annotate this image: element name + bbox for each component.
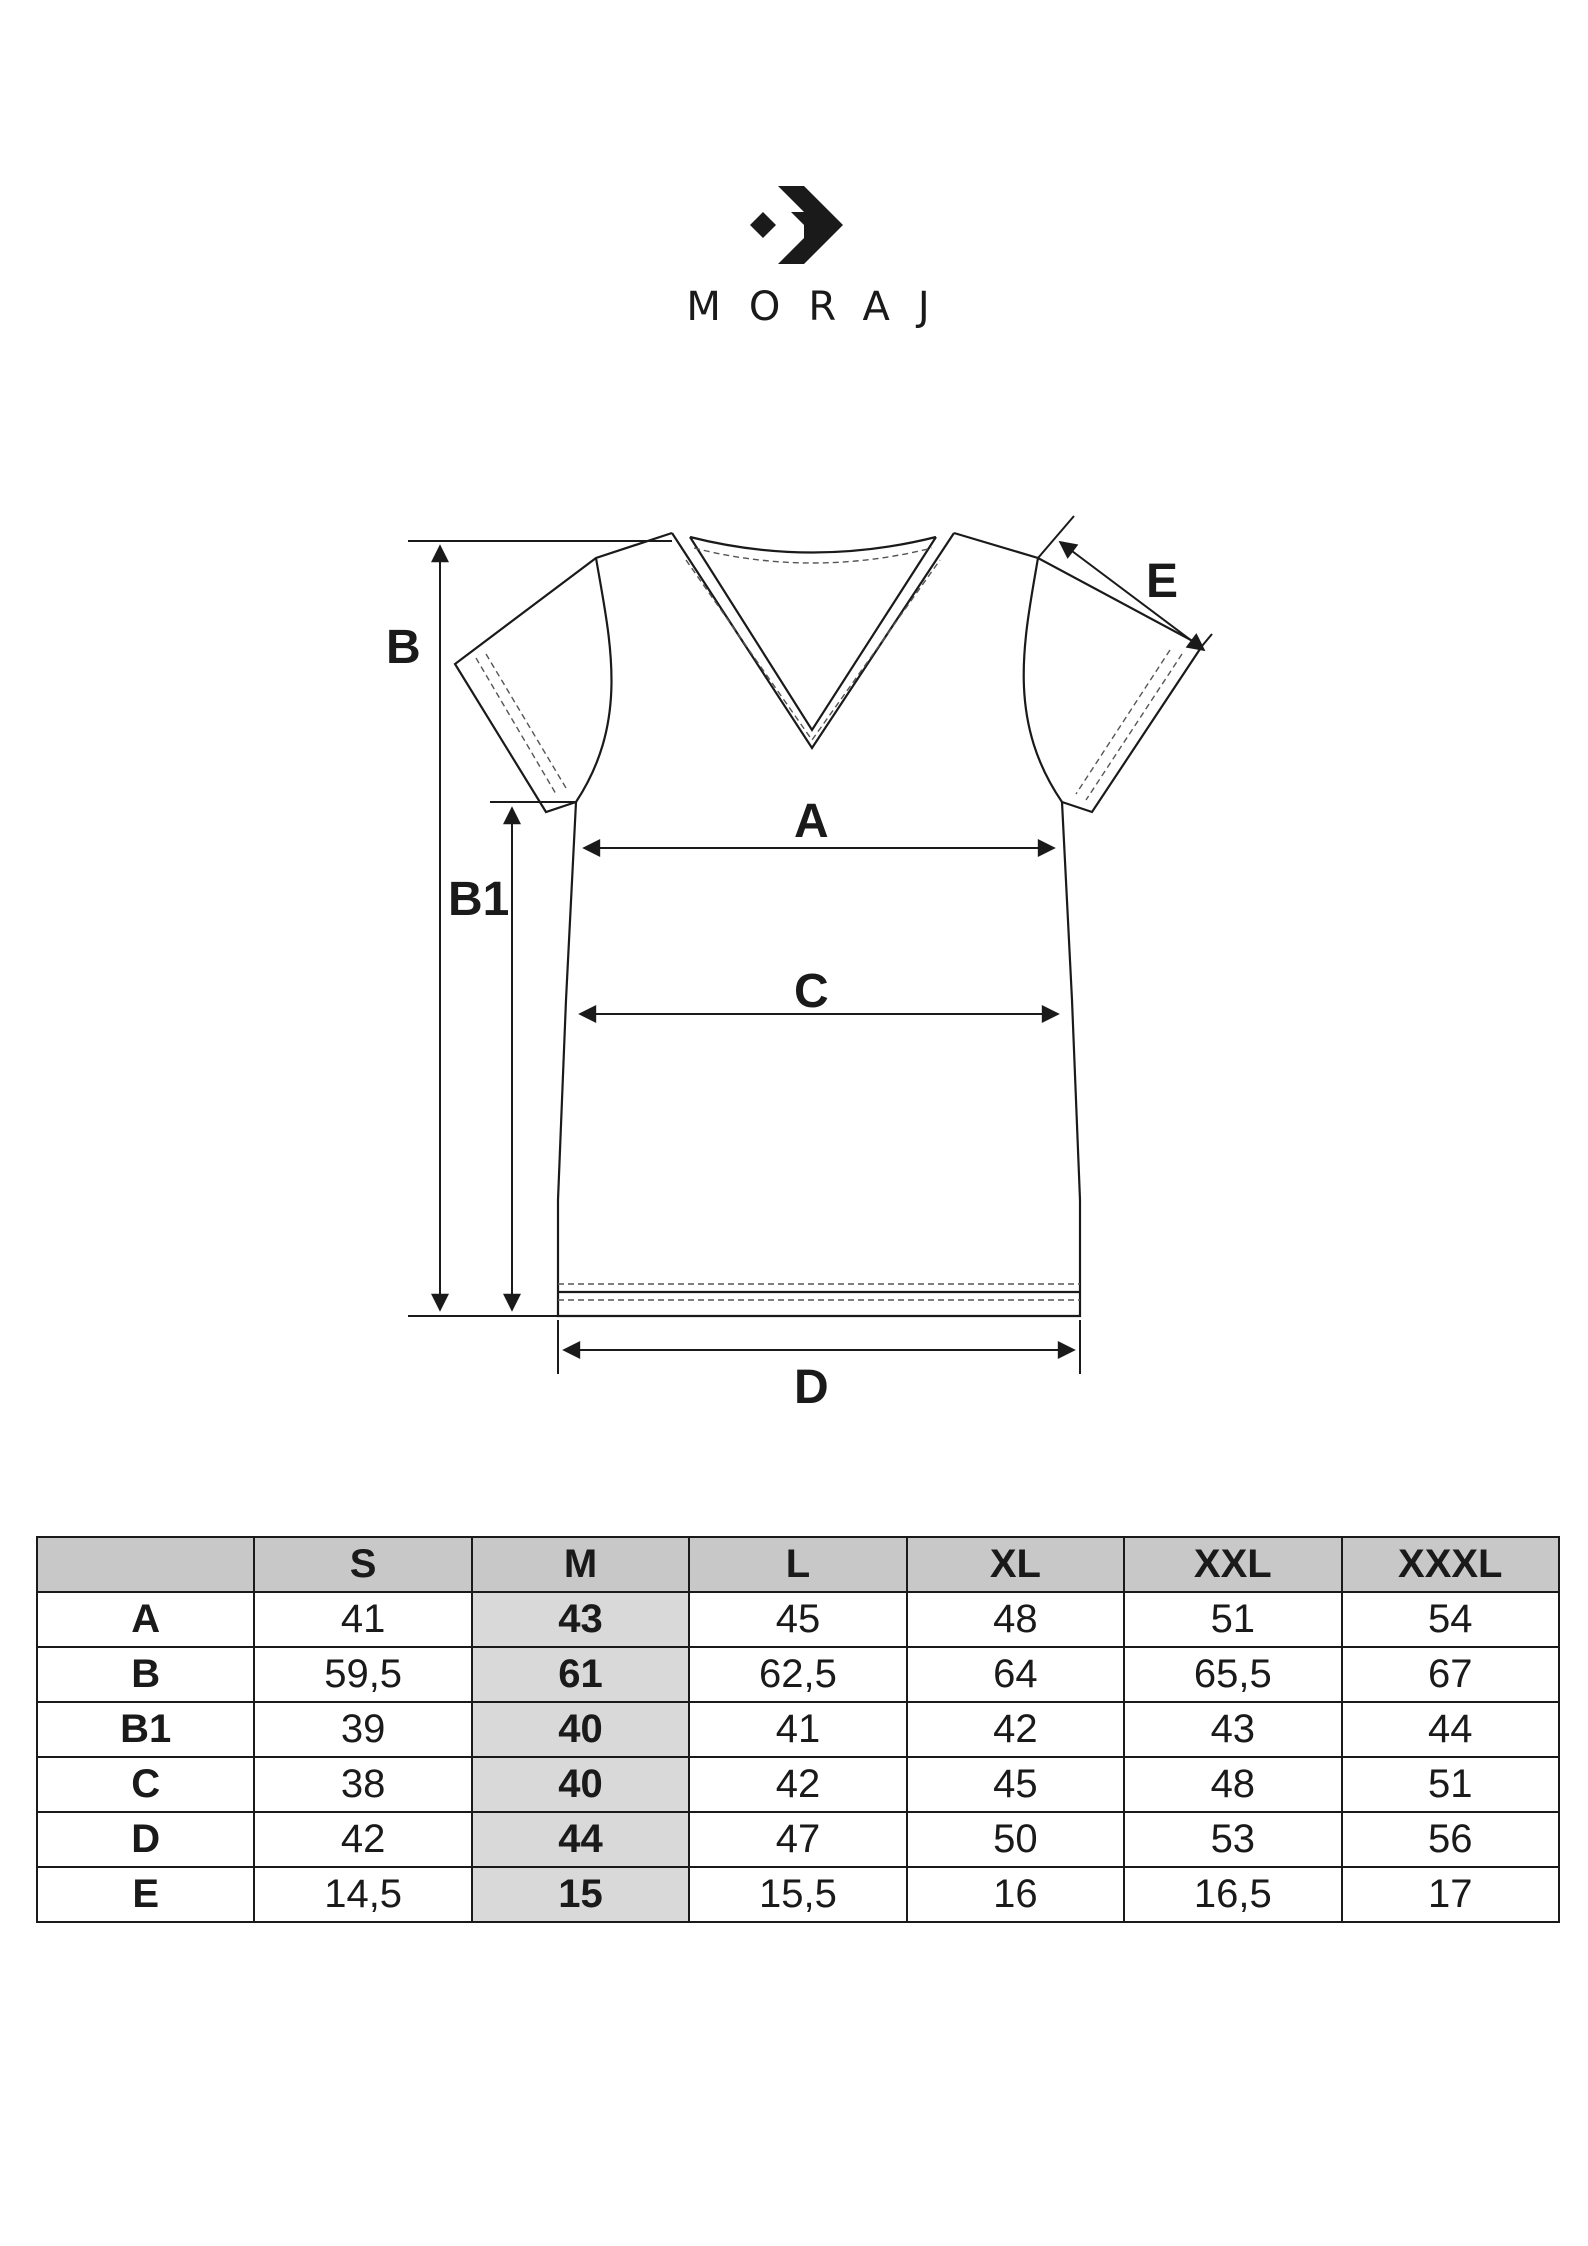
dimension-label-c: C	[794, 965, 829, 1018]
measurement-value-cell: 42	[254, 1812, 471, 1867]
measurement-value-cell: 40	[472, 1702, 689, 1757]
size-header-cell: XL	[907, 1537, 1124, 1592]
measurement-value-cell: 44	[1342, 1702, 1559, 1757]
measurement-value-cell: 42	[907, 1702, 1124, 1757]
measurement-value-cell: 41	[254, 1592, 471, 1647]
measurement-value-cell: 50	[907, 1812, 1124, 1867]
measurement-value-cell: 16,5	[1124, 1867, 1341, 1922]
measurement-value-cell: 48	[1124, 1757, 1341, 1812]
measurement-value-cell: 45	[689, 1592, 906, 1647]
dimension-label-a: A	[794, 795, 829, 848]
tshirt-stitching	[476, 548, 1182, 1300]
measurement-value-cell: 17	[1342, 1867, 1559, 1922]
measurement-label-cell: B	[37, 1647, 254, 1702]
measurement-value-cell: 65,5	[1124, 1647, 1341, 1702]
size-header-cell: M	[472, 1537, 689, 1592]
measurement-value-cell: 38	[254, 1757, 471, 1812]
dimension-label-d: D	[794, 1361, 829, 1414]
size-header-cell: XXXL	[1342, 1537, 1559, 1592]
measurement-value-cell: 39	[254, 1702, 471, 1757]
measurement-value-cell: 47	[689, 1812, 906, 1867]
size-header-cell: XXL	[1124, 1537, 1341, 1592]
measurement-label-cell: B1	[37, 1702, 254, 1757]
dimension-label-b1: B1	[448, 873, 510, 926]
header-corner-cell	[37, 1537, 254, 1592]
size-header-cell: L	[689, 1537, 906, 1592]
measurement-value-cell: 61	[472, 1647, 689, 1702]
measurement-value-cell: 51	[1342, 1757, 1559, 1812]
brand-name: MORAJ	[686, 284, 958, 330]
measurement-value-cell: 15,5	[689, 1867, 906, 1922]
measurement-value-cell: 40	[472, 1757, 689, 1812]
measurement-value-cell: 62,5	[689, 1647, 906, 1702]
measurement-value-cell: 16	[907, 1867, 1124, 1922]
measurement-value-cell: 43	[472, 1592, 689, 1647]
size-table-body	[37, 1592, 1559, 1922]
measurement-value-cell: 67	[1342, 1647, 1559, 1702]
measurement-value-cell: 43	[1124, 1702, 1341, 1757]
size-header-cell: S	[254, 1537, 471, 1592]
measurement-value-cell: 54	[1342, 1592, 1559, 1647]
measurement-value-cell: 53	[1124, 1812, 1341, 1867]
tshirt-outline	[455, 533, 1202, 1316]
measurement-value-cell: 48	[907, 1592, 1124, 1647]
size-header-row	[37, 1537, 1559, 1592]
table-row	[37, 1702, 1559, 1757]
dimension-label-e: E	[1146, 555, 1179, 608]
measurement-label-cell: A	[37, 1592, 254, 1647]
dimension-label-b: B	[386, 621, 421, 674]
measurement-value-cell: 59,5	[254, 1647, 471, 1702]
measurement-value-cell: 51	[1124, 1592, 1341, 1647]
measurement-value-cell: 41	[689, 1702, 906, 1757]
measurement-value-cell: 15	[472, 1867, 689, 1922]
measurement-value-cell: 64	[907, 1647, 1124, 1702]
measurement-value-cell: 56	[1342, 1812, 1559, 1867]
dimension-e	[1038, 516, 1212, 650]
size-chart-table	[36, 1536, 1560, 1923]
measurement-value-cell: 45	[907, 1757, 1124, 1812]
measurement-value-cell: 42	[689, 1757, 906, 1812]
table-row	[37, 1757, 1559, 1812]
measurement-value-cell: 14,5	[254, 1867, 471, 1922]
measurement-label-cell: C	[37, 1757, 254, 1812]
table-row	[37, 1592, 1559, 1647]
dimension-b	[408, 541, 672, 1316]
table-row	[37, 1647, 1559, 1702]
table-row	[37, 1812, 1559, 1867]
measurement-label-cell: E	[37, 1867, 254, 1922]
measurement-value-cell: 44	[472, 1812, 689, 1867]
table-row	[37, 1867, 1559, 1922]
measurement-label-cell: D	[37, 1812, 254, 1867]
